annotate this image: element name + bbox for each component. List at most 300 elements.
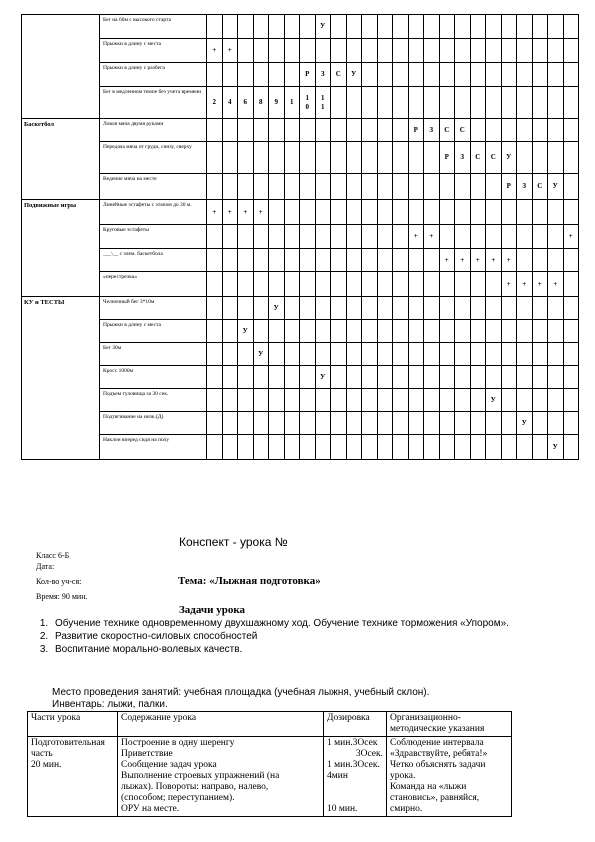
lesson-mark-cell xyxy=(222,174,238,200)
lesson-mark-cell xyxy=(269,200,285,225)
lesson-mark-cell xyxy=(563,63,579,87)
lesson-mark-cell xyxy=(455,200,471,225)
lesson-mark-cell xyxy=(362,87,378,119)
lesson-mark-cell xyxy=(408,435,424,460)
lesson-mark-cell xyxy=(238,412,254,435)
lesson-mark-cell xyxy=(269,174,285,200)
lesson-mark-cell xyxy=(470,63,486,87)
lesson-mark-cell: Р xyxy=(300,63,316,87)
lesson-mark-cell xyxy=(439,272,455,297)
lesson-mark-cell: + xyxy=(532,272,548,297)
lesson-mark-cell xyxy=(455,297,471,320)
lesson-mark-cell xyxy=(439,39,455,63)
lesson-mark-cell xyxy=(532,39,548,63)
lesson-mark-cell xyxy=(207,320,223,343)
lesson-mark-cell xyxy=(207,343,223,366)
lesson-mark-cell xyxy=(548,63,564,87)
lesson-mark-cell xyxy=(331,435,347,460)
lesson-mark-cell xyxy=(424,15,440,39)
lesson-mark-cell xyxy=(439,225,455,249)
exercise-cell: Прыжки в длину с разбега xyxy=(100,63,207,87)
lesson-mark-cell xyxy=(563,435,579,460)
lesson-mark-cell xyxy=(470,389,486,412)
lesson-mark-cell xyxy=(300,412,316,435)
lesson-mark-cell xyxy=(300,366,316,389)
lesson-mark-cell xyxy=(517,15,533,39)
lesson-mark-cell xyxy=(408,389,424,412)
lesson-mark-cell xyxy=(470,343,486,366)
lesson-mark-cell xyxy=(346,412,362,435)
lesson-mark-cell xyxy=(207,63,223,87)
lesson-mark-cell xyxy=(331,15,347,39)
lesson-mark-cell xyxy=(455,87,471,119)
cell-line: Выполнение строевых упражнений (на xyxy=(121,771,280,781)
cell-line: Сообщение задач урока xyxy=(121,760,217,770)
time-label: Время: 90 мин. xyxy=(36,592,88,601)
lesson-mark-cell xyxy=(253,272,269,297)
lesson-mark-cell: + xyxy=(207,200,223,225)
lesson-mark-cell xyxy=(563,343,579,366)
exercise-cell: Бег в медленном темпе без учета времени xyxy=(100,87,207,119)
exercise-cell: Подтягивание на низк.(Д) xyxy=(100,412,207,435)
lesson-mark-cell xyxy=(238,297,254,320)
lesson-mark-cell xyxy=(346,200,362,225)
lesson-mark-cell xyxy=(393,249,409,272)
lesson-mark-cell xyxy=(284,39,300,63)
lesson-mark-cell xyxy=(532,435,548,460)
lesson-mark-cell xyxy=(331,174,347,200)
lesson-mark-cell: С xyxy=(532,174,548,200)
lesson-mark-cell: У xyxy=(548,174,564,200)
lesson-mark-cell xyxy=(253,435,269,460)
lesson-mark-cell xyxy=(563,15,579,39)
lesson-content-cell xyxy=(118,737,324,817)
lesson-mark-cell xyxy=(486,15,502,39)
header-dosage: Дозировка xyxy=(324,712,387,737)
exercise-cell: Круговые эстафеты xyxy=(100,225,207,249)
lesson-mark-cell xyxy=(300,142,316,174)
lesson-mark-cell xyxy=(532,249,548,272)
lesson-mark-cell xyxy=(517,225,533,249)
lesson-mark-cell: С xyxy=(331,63,347,87)
lesson-mark-cell xyxy=(548,142,564,174)
lesson-mark-cell xyxy=(331,225,347,249)
lesson-mark-cell xyxy=(486,63,502,87)
lesson-mark-cell xyxy=(470,119,486,142)
lesson-mark-cell xyxy=(346,435,362,460)
lesson-mark-cell xyxy=(315,412,331,435)
exercise-cell: «перестрелка» xyxy=(100,272,207,297)
lesson-mark-cell: + xyxy=(222,39,238,63)
lesson-mark-cell: З xyxy=(424,119,440,142)
lesson-mark-cell xyxy=(315,435,331,460)
exercise-cell: Передача мяча от груди, снизу, сверху xyxy=(100,142,207,174)
lesson-mark-cell xyxy=(222,343,238,366)
lesson-mark-cell xyxy=(517,119,533,142)
lesson-mark-cell xyxy=(424,249,440,272)
lesson-mark-cell: З xyxy=(517,174,533,200)
lesson-mark-cell xyxy=(532,366,548,389)
lesson-mark-cell xyxy=(393,412,409,435)
lesson-mark-cell xyxy=(486,39,502,63)
lesson-mark-cell: + xyxy=(501,249,517,272)
lesson-mark-cell xyxy=(439,366,455,389)
lesson-mark-cell: З xyxy=(455,142,471,174)
cell-line: 10 мин. xyxy=(327,804,358,814)
lesson-mark-cell xyxy=(238,142,254,174)
lesson-mark-cell xyxy=(346,320,362,343)
task-item: 1. Обучение технике одновременному двухшажному ход. Обучение технике торможения «Упором». xyxy=(51,617,551,630)
category-cell: Подвижные игры xyxy=(22,200,100,297)
lesson-mark-cell xyxy=(300,225,316,249)
lesson-mark-cell: + xyxy=(455,249,471,272)
class-label: Класс 6-Б xyxy=(36,551,70,560)
lesson-mark-cell xyxy=(253,63,269,87)
lesson-mark-cell xyxy=(362,174,378,200)
lesson-mark-cell: С xyxy=(455,119,471,142)
tasks-list xyxy=(25,617,551,656)
lesson-mark-cell xyxy=(269,119,285,142)
lesson-mark-cell: + xyxy=(424,225,440,249)
lesson-mark-cell xyxy=(377,39,393,63)
exercise-cell: Челночный бег 3*10м xyxy=(100,297,207,320)
lesson-mark-cell xyxy=(486,200,502,225)
cell-line: часть xyxy=(31,749,53,759)
lesson-mark-cell: 1 xyxy=(284,87,300,119)
lesson-mark-cell xyxy=(501,39,517,63)
lesson-mark-cell xyxy=(362,435,378,460)
lesson-mark-cell: У xyxy=(548,435,564,460)
lesson-mark-cell xyxy=(222,63,238,87)
lesson-mark-cell xyxy=(486,435,502,460)
lesson-mark-cell xyxy=(362,366,378,389)
lesson-mark-cell xyxy=(315,297,331,320)
lesson-mark-cell: + xyxy=(238,200,254,225)
lesson-mark-cell xyxy=(532,119,548,142)
lesson-mark-cell xyxy=(517,343,533,366)
lesson-mark-cell xyxy=(269,320,285,343)
tasks-heading: Задачи урока xyxy=(179,604,246,616)
lesson-mark-cell xyxy=(362,39,378,63)
lesson-mark-cell: + xyxy=(501,272,517,297)
lesson-mark-cell xyxy=(408,39,424,63)
lesson-mark-cell xyxy=(548,39,564,63)
lesson-mark-cell xyxy=(486,343,502,366)
exercise-cell: Ловля мяча двумя руками xyxy=(100,119,207,142)
lesson-mark-cell xyxy=(455,389,471,412)
lesson-mark-cell xyxy=(393,87,409,119)
lesson-mark-cell xyxy=(362,63,378,87)
lesson-mark-cell xyxy=(269,15,285,39)
lesson-mark-cell xyxy=(548,389,564,412)
category-cell: КУ и ТЕСТЫ xyxy=(22,297,100,460)
cell-line: 4мин xyxy=(327,771,348,781)
lesson-mark-cell xyxy=(253,119,269,142)
lesson-mark-cell: У xyxy=(517,412,533,435)
lesson-mark-cell xyxy=(548,320,564,343)
lesson-mark-cell xyxy=(563,174,579,200)
inventory-line: Инвентарь: лыжи, палки. xyxy=(52,699,470,712)
lesson-mark-cell xyxy=(517,389,533,412)
lesson-mark-cell xyxy=(455,15,471,39)
lesson-mark-cell xyxy=(501,320,517,343)
lesson-mark-cell xyxy=(315,174,331,200)
lesson-mark-cell xyxy=(253,15,269,39)
lesson-mark-cell xyxy=(284,15,300,39)
lesson-mark-cell xyxy=(501,119,517,142)
lesson-mark-cell xyxy=(455,343,471,366)
lesson-mark-cell xyxy=(377,389,393,412)
lesson-mark-cell xyxy=(253,174,269,200)
lesson-mark-cell xyxy=(408,174,424,200)
lesson-mark-cell xyxy=(470,15,486,39)
lesson-mark-cell xyxy=(253,225,269,249)
lesson-mark-cell xyxy=(439,174,455,200)
lesson-mark-cell xyxy=(377,142,393,174)
lesson-mark-cell xyxy=(269,63,285,87)
exercise-cell: Ведение мяча на месте xyxy=(100,174,207,200)
lesson-mark-cell: У xyxy=(253,343,269,366)
lesson-mark-cell xyxy=(284,63,300,87)
lesson-mark-cell xyxy=(346,142,362,174)
lesson-mark-cell xyxy=(300,119,316,142)
lesson-mark-cell xyxy=(563,200,579,225)
cell-line: 1 мин.3Осек. xyxy=(327,760,380,770)
cell-line: Построение в одну шеренгу xyxy=(121,738,235,748)
lesson-mark-cell xyxy=(315,200,331,225)
lesson-mark-cell xyxy=(424,200,440,225)
lesson-mark-cell xyxy=(439,87,455,119)
lesson-mark-cell xyxy=(455,39,471,63)
lesson-mark-cell xyxy=(517,87,533,119)
lesson-mark-cell xyxy=(501,297,517,320)
lesson-mark-cell xyxy=(439,200,455,225)
lesson-mark-cell xyxy=(393,343,409,366)
lesson-mark-cell xyxy=(207,412,223,435)
lesson-mark-cell xyxy=(408,200,424,225)
lesson-mark-cell xyxy=(362,343,378,366)
lesson-mark-cell xyxy=(501,225,517,249)
cell-line: Подготовительная xyxy=(31,738,105,748)
lesson-mark-cell xyxy=(207,142,223,174)
lesson-mark-cell: У xyxy=(346,63,362,87)
lesson-mark-cell xyxy=(486,174,502,200)
lesson-mark-cell xyxy=(377,366,393,389)
lesson-mark-cell xyxy=(408,320,424,343)
lesson-mark-cell xyxy=(408,343,424,366)
lesson-mark-cell xyxy=(455,174,471,200)
cell-line: (способом; переступанием). xyxy=(121,793,235,803)
lesson-mark-cell xyxy=(284,249,300,272)
lesson-mark-cell: 2 xyxy=(207,87,223,119)
lesson-mark-cell xyxy=(377,343,393,366)
lesson-mark-cell xyxy=(331,366,347,389)
lesson-mark-cell xyxy=(222,366,238,389)
cell-line: становись», равняйся, xyxy=(390,793,480,803)
lesson-mark-cell xyxy=(269,389,285,412)
lesson-table xyxy=(27,711,512,817)
lesson-mark-cell: 1 1 xyxy=(315,87,331,119)
lesson-mark-cell xyxy=(393,39,409,63)
lesson-mark-cell xyxy=(501,366,517,389)
lesson-mark-cell xyxy=(346,225,362,249)
cell-line: 3Осек. xyxy=(355,749,383,759)
lesson-mark-cell xyxy=(346,174,362,200)
lesson-mark-cell xyxy=(439,435,455,460)
lesson-mark-cell xyxy=(238,39,254,63)
lesson-mark-cell xyxy=(470,320,486,343)
lesson-mark-cell xyxy=(470,200,486,225)
lesson-mark-cell xyxy=(346,39,362,63)
lesson-mark-cell xyxy=(269,435,285,460)
task-item: 2. Развитие скоростно-силовых способностей xyxy=(51,630,551,643)
lesson-mark-cell xyxy=(424,389,440,412)
cell-line: 1 мин.3Осек xyxy=(327,738,378,748)
lesson-mark-cell xyxy=(408,249,424,272)
header-notes: Организационно-методические указания xyxy=(387,712,512,737)
header-parts: Части урока xyxy=(28,712,118,737)
lesson-mark-cell xyxy=(455,320,471,343)
lesson-mark-cell: 8 xyxy=(253,87,269,119)
lesson-mark-cell xyxy=(424,297,440,320)
lesson-mark-cell: + xyxy=(253,200,269,225)
lesson-mark-cell xyxy=(548,343,564,366)
lesson-mark-cell xyxy=(532,200,548,225)
lesson-mark-cell xyxy=(346,15,362,39)
lesson-mark-cell xyxy=(486,87,502,119)
lesson-mark-cell xyxy=(222,249,238,272)
lesson-mark-cell xyxy=(501,389,517,412)
lesson-mark-cell: У xyxy=(501,142,517,174)
lesson-mark-cell: + xyxy=(470,249,486,272)
lesson-mark-cell xyxy=(486,272,502,297)
lesson-mark-cell xyxy=(284,389,300,412)
lesson-mark-cell xyxy=(377,15,393,39)
lesson-mark-cell xyxy=(300,249,316,272)
lesson-mark-cell xyxy=(284,343,300,366)
venue-line: Место проведения занятий: учебная площадка (учебная лыжня, учебный склон). xyxy=(52,687,430,698)
lesson-mark-cell xyxy=(331,343,347,366)
lesson-mark-cell: + xyxy=(548,272,564,297)
lesson-mark-cell xyxy=(532,63,548,87)
lesson-mark-cell xyxy=(532,225,548,249)
lesson-notes-cell xyxy=(387,737,512,817)
lesson-mark-cell xyxy=(408,63,424,87)
lesson-mark-cell xyxy=(470,174,486,200)
lesson-mark-cell xyxy=(501,412,517,435)
lesson-mark-cell xyxy=(424,412,440,435)
lesson-mark-cell xyxy=(253,249,269,272)
lesson-mark-cell xyxy=(439,297,455,320)
lesson-mark-cell xyxy=(238,174,254,200)
lesson-mark-cell xyxy=(532,15,548,39)
lesson-mark-cell xyxy=(284,320,300,343)
lesson-mark-cell xyxy=(532,343,548,366)
lesson-mark-cell xyxy=(517,297,533,320)
lesson-mark-cell xyxy=(284,435,300,460)
lesson-mark-cell xyxy=(455,272,471,297)
lesson-mark-cell xyxy=(377,200,393,225)
lesson-mark-cell xyxy=(408,412,424,435)
lesson-mark-cell xyxy=(300,15,316,39)
lesson-mark-cell xyxy=(222,15,238,39)
lesson-mark-cell xyxy=(269,225,285,249)
lesson-mark-cell xyxy=(548,200,564,225)
lesson-mark-cell xyxy=(501,435,517,460)
lesson-mark-cell xyxy=(439,343,455,366)
cell-line: Четко объяснять задачи xyxy=(390,760,486,770)
lesson-mark-cell xyxy=(393,366,409,389)
lesson-mark-cell xyxy=(284,225,300,249)
lesson-mark-cell xyxy=(563,272,579,297)
lesson-mark-cell xyxy=(563,119,579,142)
lesson-mark-cell xyxy=(517,142,533,174)
lesson-mark-cell xyxy=(207,272,223,297)
lesson-mark-cell xyxy=(393,297,409,320)
date-label: Дата: xyxy=(36,562,55,571)
lesson-mark-cell xyxy=(470,272,486,297)
lesson-mark-cell xyxy=(377,174,393,200)
lesson-mark-cell xyxy=(253,39,269,63)
lesson-mark-cell xyxy=(222,119,238,142)
lesson-mark-cell xyxy=(470,412,486,435)
lesson-mark-cell xyxy=(300,200,316,225)
lesson-mark-cell xyxy=(315,119,331,142)
lesson-mark-cell xyxy=(300,343,316,366)
cell-line: лыжах). Повороты: направо, налево, xyxy=(121,782,269,792)
lesson-mark-cell xyxy=(532,87,548,119)
lesson-mark-cell: 4 xyxy=(222,87,238,119)
lesson-theme: Тема: «Лыжная подготовка» xyxy=(178,575,321,587)
lesson-mark-cell xyxy=(486,320,502,343)
lesson-mark-cell xyxy=(315,272,331,297)
lesson-mark-cell xyxy=(517,39,533,63)
lesson-mark-cell xyxy=(393,119,409,142)
lesson-mark-cell xyxy=(439,63,455,87)
lesson-mark-cell xyxy=(408,15,424,39)
lesson-mark-cell xyxy=(253,389,269,412)
lesson-mark-cell: У xyxy=(486,389,502,412)
lesson-mark-cell xyxy=(222,412,238,435)
lesson-mark-cell: + xyxy=(486,249,502,272)
lesson-mark-cell xyxy=(548,87,564,119)
lesson-mark-cell xyxy=(455,366,471,389)
lesson-mark-cell xyxy=(532,389,548,412)
lesson-mark-cell: С xyxy=(439,119,455,142)
lesson-mark-cell xyxy=(284,142,300,174)
lesson-mark-cell xyxy=(501,200,517,225)
lesson-mark-cell: + xyxy=(439,249,455,272)
lesson-mark-cell xyxy=(486,412,502,435)
lesson-mark-cell xyxy=(517,249,533,272)
lesson-mark-cell xyxy=(315,225,331,249)
lesson-mark-cell: У xyxy=(315,15,331,39)
lesson-mark-cell xyxy=(501,15,517,39)
lesson-mark-cell xyxy=(207,435,223,460)
lesson-mark-cell xyxy=(408,142,424,174)
lesson-mark-cell xyxy=(548,366,564,389)
lesson-mark-cell xyxy=(362,412,378,435)
lesson-mark-cell xyxy=(362,119,378,142)
lesson-mark-cell xyxy=(207,225,223,249)
lesson-mark-cell xyxy=(269,272,285,297)
lesson-mark-cell xyxy=(486,297,502,320)
lesson-mark-cell xyxy=(362,200,378,225)
lesson-mark-cell xyxy=(269,343,285,366)
lesson-mark-cell: С xyxy=(470,142,486,174)
lesson-mark-cell xyxy=(501,63,517,87)
lesson-mark-cell xyxy=(346,389,362,412)
